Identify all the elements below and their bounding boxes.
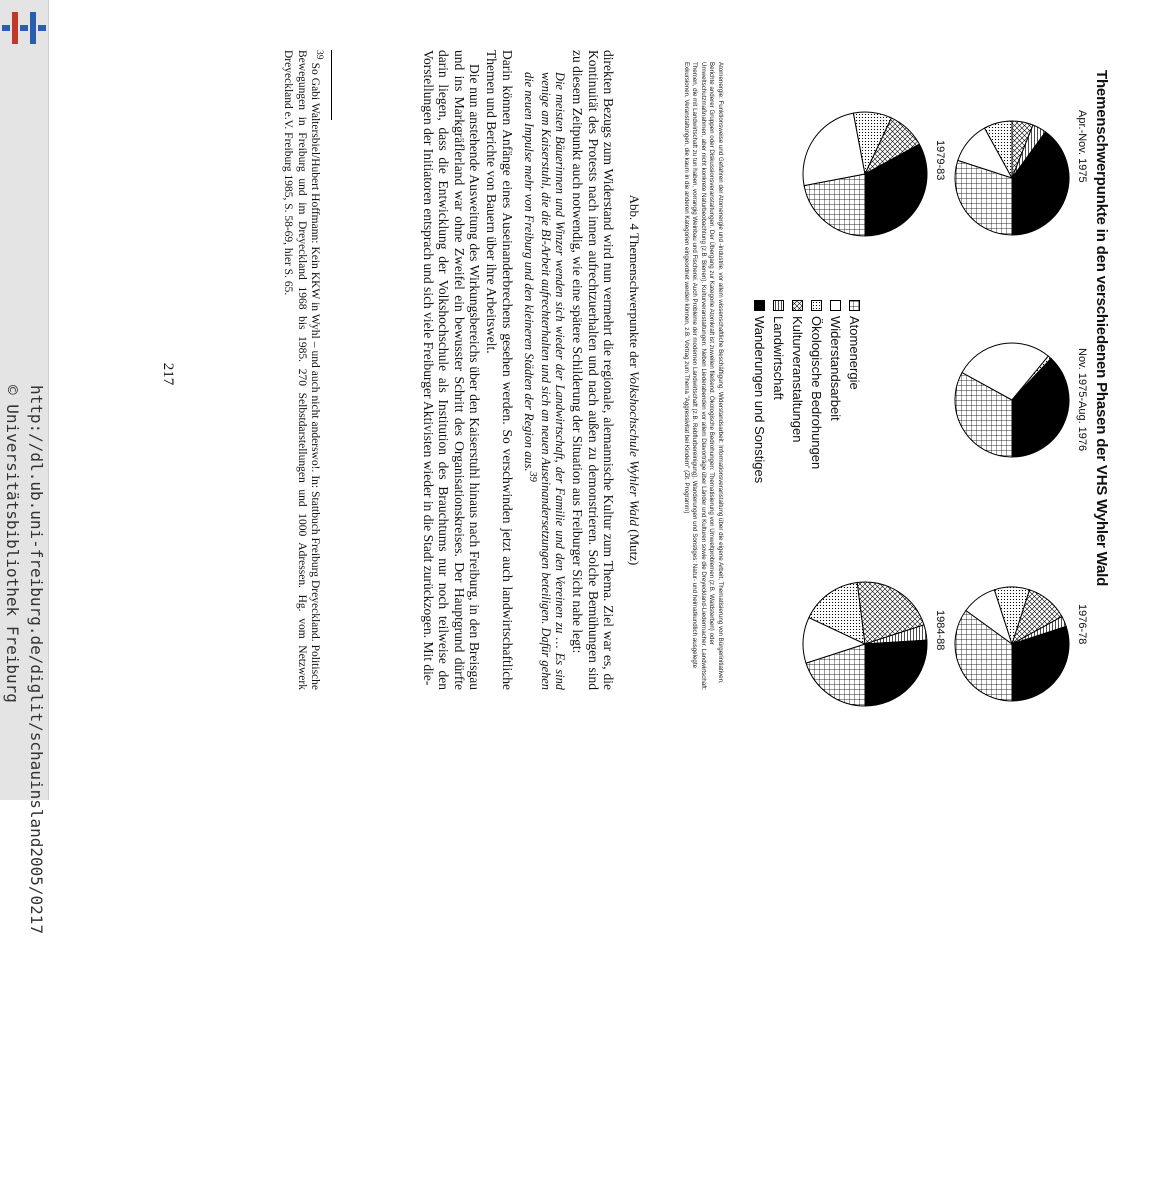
- pie-chart-3: [952, 574, 1072, 714]
- viewer-caption: [3, 385, 48, 1185]
- page-rotated: [48, 0, 1176, 800]
- paragraph-1: direkten Bezugs zum Widerstand wird nun vermehrt die regionale, alemannische Kultur zum Thema. Ziel war es, die Kontinuität des Protests nach innen aufrechtzuerhalten und nach außen zu demonstrieren. Solche Bemühungen sind zu diesem Zeitpunkt auch notwendig, wie eine spätere Schilderung der Situation aus Freiburger Sicht nahe legt:: [570, 50, 616, 690]
- legend-item-atomenergie: [845, 300, 864, 483]
- legend-item-wanderungen: [750, 300, 769, 483]
- legend-item-kultur: [788, 300, 807, 483]
- viewer-sidebar: [0, 0, 49, 935]
- footnote-number: 39: [314, 50, 325, 60]
- pie-chart-2: [952, 330, 1072, 470]
- legend-swatch-cross-icon: [792, 300, 803, 311]
- page-content: [48, 0, 1176, 800]
- scanned-page: [48, 0, 1176, 800]
- block-quote: [521, 72, 566, 690]
- quote-footnote-ref: 39: [526, 471, 538, 482]
- legend-label: Atomenergie: [847, 316, 862, 390]
- viewer-url[interactable]: http://dl.ub.uni-freiburg.de/diglit/schauinsland2005/0217: [27, 385, 46, 935]
- legend-swatch-dots-icon: [811, 300, 822, 311]
- pie-label-5: 1984-88: [934, 610, 946, 651]
- footnote: [281, 50, 326, 690]
- viewer-copyright: © Universitätsbibliothek Freiburg: [3, 385, 22, 703]
- legend-label: Wanderungen und Sonstiges: [752, 316, 767, 484]
- legend-swatch-grid-icon: [849, 300, 860, 311]
- footnote-text: So Gabi Waltersbiel/Hubert Hoffmann: Kein KKW in Wyhl – und auch nicht anderswo!. In: Stattbuch Freiburg Dreyeckland. Politische Bewegungen in Freiburg und im Dreyeckland 1968 bis 1985. 270 Selbstdarstellungen und 1000 Adressen. Hg. vom Netzwerk Dreyeckland e.V. Freiburg 1985, S. 58-69, hier S. 65.: [282, 50, 322, 691]
- legend-item-oekologie: [807, 300, 826, 483]
- pie-chart-1: [952, 108, 1072, 248]
- pie-label-3: 1976-78: [1076, 604, 1088, 645]
- legend-label: Widerstandsarbeit: [828, 316, 843, 421]
- caption-prefix: Abb. 4 Themenschwerpunkte der: [627, 194, 642, 371]
- legend-label: Landwirtschaft: [771, 316, 786, 400]
- legend-label: Kulturveranstaltungen: [790, 316, 805, 443]
- library-logo-icon[interactable]: [2, 8, 46, 48]
- pie-label-2: Nov. 1975-Aug. 1976: [1076, 348, 1088, 452]
- body-text: [418, 50, 616, 690]
- paragraph-2: Darin können Anfänge eines Auseinanderbrechens gesehen werden. So verschwinden jetzt auch landwirtschaftliche Themen und Berichte von Bauern über ihre Arbeitswelt.: [484, 50, 515, 690]
- caption-italic: Volkshochschule Wyhler Wald: [627, 370, 642, 526]
- legend-swatch-lines-icon: [773, 300, 784, 311]
- pie-label-4: 1979-83: [934, 140, 946, 181]
- figure-note: Atomenergie: Funktionsweise und Gefahren der Atomenergie und -industrie, vor allem wissenschaftliche Beschäftigung. Widerstandsarbeit: Informationsveranstaltung über die eigene Arbeit, Thematisierung von Bürgerinitiativen, Berichte anderer Gruppen oder Diskussionsveranstaltungen. Der Übergang zur Kategorie Atomkraft ist zuweilen fließend. Ökologische Bedrohungen: Thematisierung von Umweltproblemen (z.B. Waldsterben) oder Umweltschutzmaßnahmen, aber nicht konkrete Naturbeobachtung (z.B. Bienen). Kulturveranstaltungen: Neben Liederabenden vor allem Diavorträge über Länder und Kulturen sowie die Dreyeckland-Liedermacher. Landwirtschaft: Themen, die mit Landwirtschaft zu tun haben, vorrangig Weinbau und Fischerei. Auch Probleme der modernen Landwirtschaft (z.B. Rebflurbereinigung). Wanderungen und Sonstiges: Natur- und heimatkundlich ausgelegte Exkursionen, Veranstaltungen, die kaum in die anderen Kategorien eingeordnet werden können, z.B. Vortrag zum Thema "Aggressivitat bei Kindern" (Zit. Programm): [683, 62, 724, 691]
- legend-item-landwirtschaft: [769, 300, 788, 483]
- caption-suffix: (Mutz): [627, 525, 642, 566]
- pie-label-1: Apr.-Nov. 1975: [1076, 110, 1088, 183]
- pie-slice-black: [865, 640, 927, 706]
- legend-swatch-white-icon: [830, 300, 841, 311]
- page-number: 217: [160, 362, 176, 386]
- quote-text: Die meisten Bäuerinnen und Winzer wenden sich wieder der Landwirtschaft, der Familie und den Vereinen zu … Es sind wenige am Kaiserstuhl, die die BI-Arbeit aufrechterhalten und sich an neuen Auseinandersetzungen beteiligen. Dafür gehen die neuen Impulse mehr von Freiburg und den kleineren Städten der Region aus.: [521, 72, 567, 690]
- pie-chart-4: [800, 104, 930, 244]
- legend-label: Ökologische Bedrohungen: [809, 316, 824, 470]
- legend-item-widerstandsarbeit: [826, 300, 845, 483]
- figure-caption: [626, 60, 642, 700]
- legend-swatch-black-icon: [754, 300, 765, 311]
- figure-legend: [750, 300, 864, 483]
- figure-title: Themenschwerpunkte in den verschiedenen Phasen der VHS Wyhler Wald: [1093, 70, 1110, 587]
- footnote-divider: [331, 50, 332, 120]
- pie-chart-5: [800, 574, 930, 714]
- paragraph-3: Die nun anstehende Ausweitung des Wirkungsbereichs über den Kaiserstuhl hinaus nach Freiburg, in den Breisgau und ins Markgräflerland war ohne Zweifel ein bewusster Schritt des Organisationskreises. Der Hauptgrund dürfte darin liegen, dass die Entwicklung der Volkshochschule als Institution des Brauchtums nur noch teilweise den Vorstellungen der Initiatoren entsprach und sich viele Freiburger Aktivisten wieder in die Stadt zurückzogen. Mit die-: [420, 50, 483, 690]
